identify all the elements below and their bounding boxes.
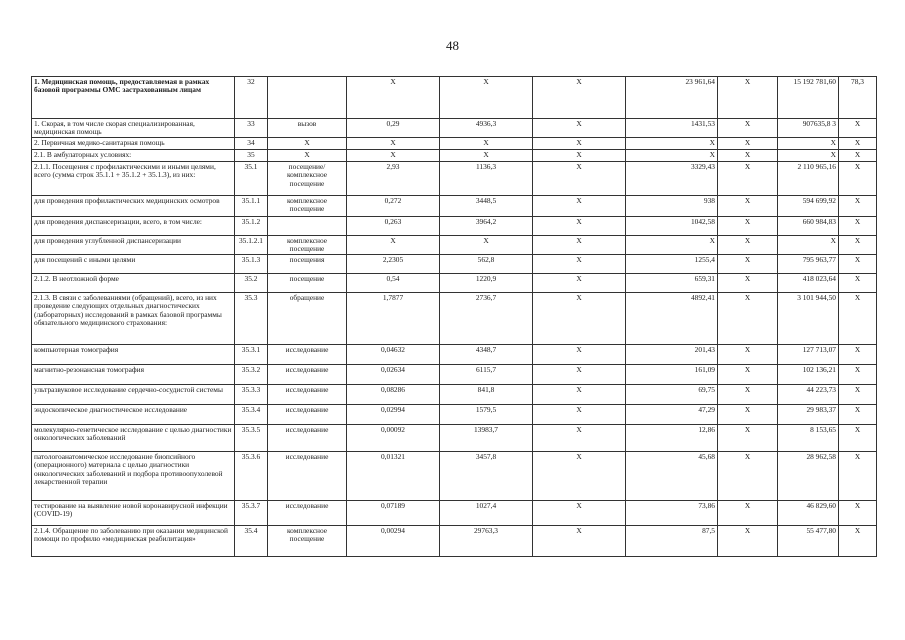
unit-cell: посещения: [268, 254, 347, 273]
budget-total-cell: X: [718, 384, 778, 404]
row-number-cell: 35.1.2: [235, 216, 268, 235]
cost-norm-cell: X: [440, 235, 533, 254]
indicator-name-cell: ультразвуковое исследование сердечно-сосудистой системы: [32, 384, 235, 404]
indicator-name-cell: 1. Медицинская помощь, предоставляемая в рамках базовой программы ОМС застрахованным лицам: [32, 77, 235, 119]
budget-per-capita-cell: X: [533, 235, 626, 254]
unit-cell: посещение: [268, 273, 347, 292]
omc-total-cell: 102 136,21: [778, 364, 839, 384]
table-row: [32, 149, 877, 161]
cost-norm-cell: 1220,9: [440, 273, 533, 292]
indicator-name-cell: 2.1.2. В неотложной форме: [32, 273, 235, 292]
row-number-cell: 35.3.2: [235, 364, 268, 384]
omc-per-capita-cell: 659,31: [626, 273, 718, 292]
omc-per-capita-cell: 938: [626, 195, 718, 216]
cost-norm-cell: 3448,5: [440, 195, 533, 216]
row-number-cell: 35.3.3: [235, 384, 268, 404]
row-number-cell: 35.3.5: [235, 424, 268, 451]
omc-per-capita-cell: 3329,43: [626, 161, 718, 195]
unit-cell: исследование: [268, 364, 347, 384]
omc-total-cell: 55 477,80: [778, 525, 839, 556]
omc-program-table: [31, 76, 877, 557]
indicator-name-cell: 2.1.4. Обращение по заболеванию при оказании медицинской помощи по профилю «медицинская реабилитация»: [32, 525, 235, 556]
volume-norm-cell: X: [347, 149, 440, 161]
percent-cell: X: [839, 119, 877, 138]
table-row: [32, 161, 877, 195]
budget-total-cell: X: [718, 344, 778, 364]
budget-per-capita-cell: X: [533, 137, 626, 149]
indicator-name-cell: патологоанатомическое исследование биопсийного (операционного) материала с целью диагностики онкологических заболеваний и подбора противоопухолевой лекарственной терапии: [32, 451, 235, 500]
unit-cell: исследование: [268, 344, 347, 364]
table-row: [32, 273, 877, 292]
cost-norm-cell: 841,8: [440, 384, 533, 404]
budget-per-capita-cell: X: [533, 119, 626, 138]
percent-cell: X: [839, 235, 877, 254]
budget-per-capita-cell: X: [533, 77, 626, 119]
budget-per-capita-cell: X: [533, 149, 626, 161]
percent-cell: X: [839, 161, 877, 195]
volume-norm-cell: 0,00294: [347, 525, 440, 556]
omc-per-capita-cell: 87,5: [626, 525, 718, 556]
volume-norm-cell: 0,272: [347, 195, 440, 216]
volume-norm-cell: 2,93: [347, 161, 440, 195]
budget-total-cell: X: [718, 292, 778, 344]
table-body: [32, 77, 877, 557]
cost-norm-cell: 3457,8: [440, 451, 533, 500]
percent-cell: 78,3: [839, 77, 877, 119]
indicator-name-cell: 2.1.3. В связи с заболеваниями (обращений), всего, из них проведение следующих отдельных диагностических (лабораторных) исследований в рамках базовой программы обязательного медицинского страхования:: [32, 292, 235, 344]
cost-norm-cell: 13983,7: [440, 424, 533, 451]
cost-norm-cell: 4936,3: [440, 119, 533, 138]
budget-total-cell: X: [718, 216, 778, 235]
omc-per-capita-cell: 45,68: [626, 451, 718, 500]
volume-norm-cell: 1,7877: [347, 292, 440, 344]
omc-total-cell: 44 223,73: [778, 384, 839, 404]
row-number-cell: 35.3.1: [235, 344, 268, 364]
omc-per-capita-cell: 201,43: [626, 344, 718, 364]
indicator-name-cell: молекулярно-генетическое исследование с целью диагностики онкологических заболеваний: [32, 424, 235, 451]
omc-total-cell: 418 023,64: [778, 273, 839, 292]
omc-per-capita-cell: 1431,53: [626, 119, 718, 138]
cost-norm-cell: 2736,7: [440, 292, 533, 344]
volume-norm-cell: 0,07189: [347, 500, 440, 525]
omc-total-cell: 907635,8 3: [778, 119, 839, 138]
indicator-name-cell: для посещений с иными целями: [32, 254, 235, 273]
omc-total-cell: 127 713,07: [778, 344, 839, 364]
omc-per-capita-cell: 1042,58: [626, 216, 718, 235]
budget-per-capita-cell: X: [533, 216, 626, 235]
row-number-cell: 35.1.1: [235, 195, 268, 216]
budget-per-capita-cell: X: [533, 424, 626, 451]
omc-total-cell: 660 984,83: [778, 216, 839, 235]
volume-norm-cell: X: [347, 235, 440, 254]
table-row: [32, 364, 877, 384]
table-row: [32, 344, 877, 364]
table-row: [32, 77, 877, 119]
cost-norm-cell: X: [440, 149, 533, 161]
volume-norm-cell: 0,263: [347, 216, 440, 235]
percent-cell: X: [839, 404, 877, 424]
indicator-name-cell: 2. Первичная медико-санитарная помощь: [32, 137, 235, 149]
budget-per-capita-cell: X: [533, 404, 626, 424]
table-row: [32, 119, 877, 138]
unit-cell: X: [268, 149, 347, 161]
percent-cell: X: [839, 254, 877, 273]
budget-per-capita-cell: X: [533, 195, 626, 216]
volume-norm-cell: 0,29: [347, 119, 440, 138]
cost-norm-cell: 6115,7: [440, 364, 533, 384]
percent-cell: X: [839, 500, 877, 525]
omc-per-capita-cell: X: [626, 149, 718, 161]
budget-total-cell: X: [718, 119, 778, 138]
omc-per-capita-cell: 12,86: [626, 424, 718, 451]
indicator-name-cell: 2.1.1. Посещения с профилактическими и иными целями, всего (сумма строк 35.1.1 + 35.1.2 + 35.1.3), из них:: [32, 161, 235, 195]
cost-norm-cell: 29763,3: [440, 525, 533, 556]
unit-cell: исследование: [268, 404, 347, 424]
omc-total-cell: 29 983,37: [778, 404, 839, 424]
omc-per-capita-cell: 69,75: [626, 384, 718, 404]
budget-total-cell: X: [718, 404, 778, 424]
unit-cell: комплексное посещение: [268, 525, 347, 556]
budget-total-cell: X: [718, 254, 778, 273]
row-number-cell: 35.3.7: [235, 500, 268, 525]
percent-cell: X: [839, 344, 877, 364]
volume-norm-cell: 0,02634: [347, 364, 440, 384]
budget-total-cell: X: [718, 451, 778, 500]
indicator-name-cell: компьютерная томография: [32, 344, 235, 364]
cost-norm-cell: 1579,5: [440, 404, 533, 424]
unit-cell: исследование: [268, 451, 347, 500]
indicator-name-cell: 2.1. В амбулаторных условиях:: [32, 149, 235, 161]
omc-total-cell: 594 699,92: [778, 195, 839, 216]
volume-norm-cell: 0,54: [347, 273, 440, 292]
indicator-name-cell: для проведения профилактических медицинских осмотров: [32, 195, 235, 216]
omc-per-capita-cell: 4892,41: [626, 292, 718, 344]
table-row: [32, 292, 877, 344]
indicator-name-cell: для проведения углубленной диспансеризации: [32, 235, 235, 254]
page-number: 48: [446, 38, 459, 53]
omc-total-cell: X: [778, 149, 839, 161]
table-row: [32, 500, 877, 525]
unit-cell: [268, 77, 347, 119]
percent-cell: X: [839, 424, 877, 451]
omc-per-capita-cell: 1255,4: [626, 254, 718, 273]
budget-total-cell: X: [718, 364, 778, 384]
omc-total-cell: 3 101 944,50: [778, 292, 839, 344]
row-number-cell: 35: [235, 149, 268, 161]
budget-total-cell: X: [718, 500, 778, 525]
percent-cell: X: [839, 216, 877, 235]
omc-total-cell: 795 963,77: [778, 254, 839, 273]
row-number-cell: 35.2: [235, 273, 268, 292]
volume-norm-cell: 0,02994: [347, 404, 440, 424]
percent-cell: X: [839, 195, 877, 216]
percent-cell: X: [839, 525, 877, 556]
omc-per-capita-cell: 23 961,64: [626, 77, 718, 119]
table-row: [32, 424, 877, 451]
unit-cell: обращение: [268, 292, 347, 344]
indicator-name-cell: 1. Скорая, в том числе скорая специализированная, медицинская помощь: [32, 119, 235, 138]
row-number-cell: 35.4: [235, 525, 268, 556]
row-number-cell: 35.3: [235, 292, 268, 344]
unit-cell: X: [268, 137, 347, 149]
volume-norm-cell: X: [347, 137, 440, 149]
unit-cell: [268, 216, 347, 235]
row-number-cell: 35.1.3: [235, 254, 268, 273]
percent-cell: X: [839, 384, 877, 404]
omc-per-capita-cell: 47,29: [626, 404, 718, 424]
budget-per-capita-cell: X: [533, 161, 626, 195]
unit-cell: исследование: [268, 500, 347, 525]
table-row: [32, 254, 877, 273]
cost-norm-cell: 4348,7: [440, 344, 533, 364]
omc-total-cell: 2 110 965,16: [778, 161, 839, 195]
table-row: [32, 195, 877, 216]
budget-per-capita-cell: X: [533, 254, 626, 273]
budget-total-cell: X: [718, 273, 778, 292]
row-number-cell: 34: [235, 137, 268, 149]
omc-per-capita-cell: X: [626, 137, 718, 149]
volume-norm-cell: 2,2305: [347, 254, 440, 273]
omc-per-capita-cell: 161,09: [626, 364, 718, 384]
row-number-cell: 35.1: [235, 161, 268, 195]
omc-total-cell: 8 153,65: [778, 424, 839, 451]
row-number-cell: 32: [235, 77, 268, 119]
table-row: [32, 451, 877, 500]
percent-cell: X: [839, 451, 877, 500]
omc-total-cell: 15 192 781,60: [778, 77, 839, 119]
omc-per-capita-cell: 73,86: [626, 500, 718, 525]
budget-per-capita-cell: X: [533, 292, 626, 344]
omc-total-cell: 46 829,60: [778, 500, 839, 525]
budget-total-cell: X: [718, 149, 778, 161]
row-number-cell: 35.3.4: [235, 404, 268, 424]
unit-cell: исследование: [268, 384, 347, 404]
volume-norm-cell: 0,04632: [347, 344, 440, 364]
cost-norm-cell: 1027,4: [440, 500, 533, 525]
omc-total-cell: X: [778, 235, 839, 254]
volume-norm-cell: 0,00092: [347, 424, 440, 451]
row-number-cell: 35.3.6: [235, 451, 268, 500]
percent-cell: X: [839, 137, 877, 149]
unit-cell: посещение/ комплексное посещение: [268, 161, 347, 195]
table-row: [32, 384, 877, 404]
budget-total-cell: X: [718, 235, 778, 254]
budget-per-capita-cell: X: [533, 525, 626, 556]
budget-total-cell: X: [718, 424, 778, 451]
indicator-name-cell: тестирование на выявление новой коронавирусной инфекции (COVID-19): [32, 500, 235, 525]
budget-total-cell: X: [718, 77, 778, 119]
percent-cell: X: [839, 364, 877, 384]
cost-norm-cell: 3964,2: [440, 216, 533, 235]
row-number-cell: 33: [235, 119, 268, 138]
table-row: [32, 137, 877, 149]
omc-per-capita-cell: X: [626, 235, 718, 254]
budget-total-cell: X: [718, 137, 778, 149]
budget-per-capita-cell: X: [533, 451, 626, 500]
omc-total-cell: 28 962,58: [778, 451, 839, 500]
volume-norm-cell: X: [347, 77, 440, 119]
indicator-name-cell: эндоскопическое диагностическое исследование: [32, 404, 235, 424]
indicator-name-cell: для проведения диспансеризации, всего, в том числе:: [32, 216, 235, 235]
unit-cell: исследование: [268, 424, 347, 451]
percent-cell: X: [839, 149, 877, 161]
table-row: [32, 216, 877, 235]
percent-cell: X: [839, 292, 877, 344]
cost-norm-cell: 562,8: [440, 254, 533, 273]
unit-cell: комплексное посещение: [268, 195, 347, 216]
budget-total-cell: X: [718, 195, 778, 216]
volume-norm-cell: 0,08286: [347, 384, 440, 404]
cost-norm-cell: X: [440, 77, 533, 119]
budget-total-cell: X: [718, 161, 778, 195]
table-row: [32, 525, 877, 556]
budget-per-capita-cell: X: [533, 500, 626, 525]
budget-total-cell: X: [718, 525, 778, 556]
cost-norm-cell: X: [440, 137, 533, 149]
unit-cell: комплексное посещение: [268, 235, 347, 254]
unit-cell: вызов: [268, 119, 347, 138]
indicator-name-cell: магнитно-резонансная томография: [32, 364, 235, 384]
omc-total-cell: X: [778, 137, 839, 149]
budget-per-capita-cell: X: [533, 364, 626, 384]
budget-per-capita-cell: X: [533, 273, 626, 292]
row-number-cell: 35.1.2.1: [235, 235, 268, 254]
cost-norm-cell: 1136,3: [440, 161, 533, 195]
percent-cell: X: [839, 273, 877, 292]
table-row: [32, 404, 877, 424]
budget-per-capita-cell: X: [533, 384, 626, 404]
table-row: [32, 235, 877, 254]
volume-norm-cell: 0,01321: [347, 451, 440, 500]
budget-per-capita-cell: X: [533, 344, 626, 364]
